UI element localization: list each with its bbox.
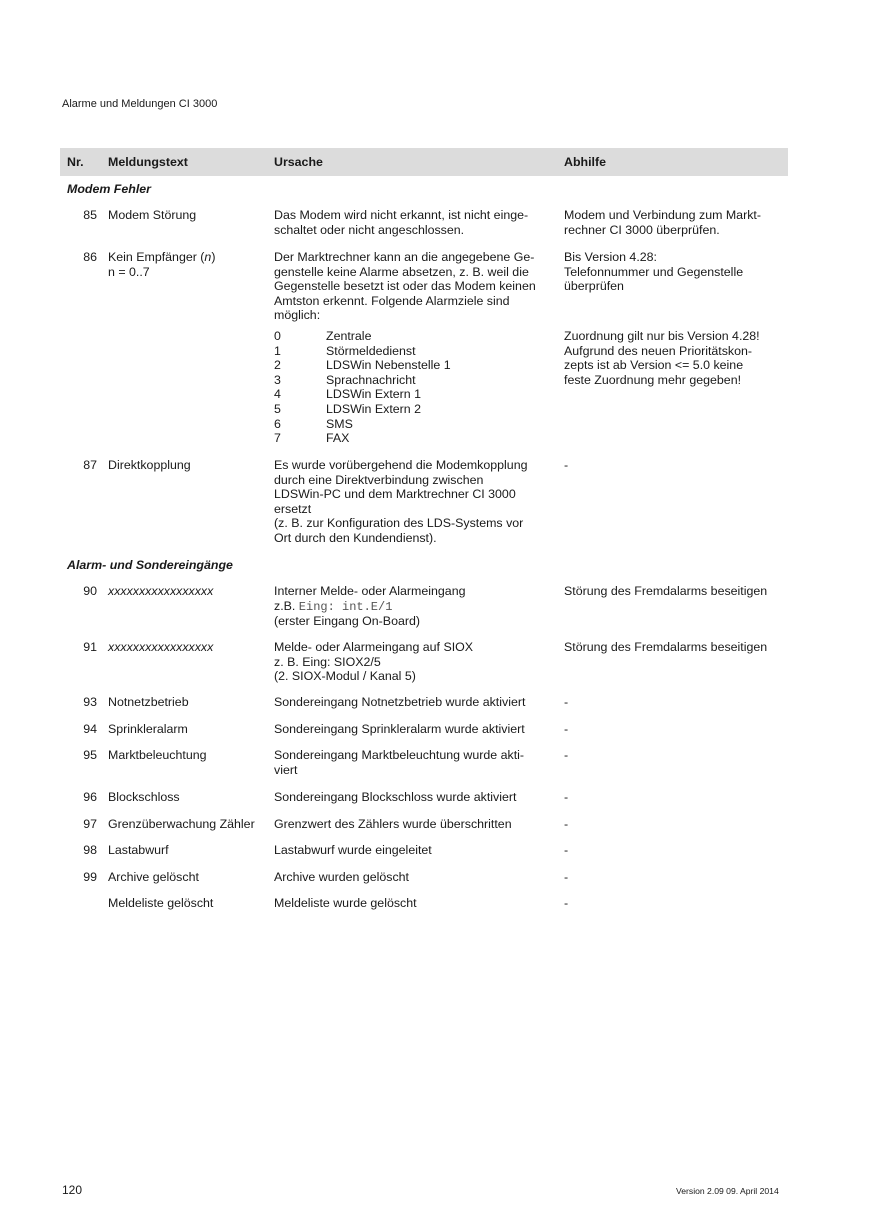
message-text: Lastabwurf <box>108 843 169 857</box>
cause-line: schaltet oder nicht angeschlossen. <box>274 222 465 237</box>
message-text: Sprinkleralarm <box>108 722 188 736</box>
remedy-text: - <box>564 695 569 709</box>
cause-line: z. B. Eing: SIOX2/5 <box>274 654 381 669</box>
remedy-line: Aufgrund des neuen Prioritätskon- <box>564 343 753 358</box>
remedy-text: - <box>564 896 569 910</box>
cause-text <box>274 458 556 546</box>
target-label: SMS <box>326 416 353 431</box>
remedy-text: - <box>564 843 569 857</box>
remedy-note <box>564 329 790 387</box>
cause-text: Meldeliste wurde gelöscht <box>274 896 417 910</box>
message-main: Kein Empfänger ( <box>108 250 205 264</box>
message-text: xxxxxxxxxxxxxxxxx <box>108 640 214 654</box>
cause-line: ersetzt <box>274 501 312 516</box>
remedy-text <box>564 208 786 237</box>
table-header <box>60 148 788 176</box>
remedy-text: - <box>564 722 569 736</box>
row-number: 95 <box>83 748 97 762</box>
cause-text <box>274 250 556 323</box>
running-header: Alarme und Meldungen CI 3000 <box>62 98 218 110</box>
col-nr-header: Nr. <box>67 155 84 169</box>
cause-text <box>274 640 556 684</box>
remedy-line: rechner CI 3000 überprüfen. <box>564 222 720 237</box>
remedy-text: - <box>564 748 569 762</box>
row-number: 94 <box>83 722 97 736</box>
target-label: FAX <box>326 431 350 446</box>
remedy-line: überprüfen <box>564 279 624 294</box>
cause-text <box>274 748 556 777</box>
remedy-text: - <box>564 458 569 472</box>
row-number: 93 <box>83 695 97 709</box>
remedy-text: - <box>564 790 569 804</box>
target-number: 5 <box>274 402 281 416</box>
cause-line: durch eine Direktverbindung zwischen <box>274 472 484 487</box>
message-variable: n <box>204 250 212 264</box>
target-number: 0 <box>274 329 281 343</box>
remedy-line: Modem und Verbindung zum Markt- <box>564 208 761 222</box>
message-text: Notnetzbetrieb <box>108 695 189 709</box>
target-label: LDSWin Extern 2 <box>326 402 422 416</box>
cause-line: Interner Melde- oder Alarmeingang <box>274 584 466 598</box>
remedy-line: Zuordnung gilt nur bis Version 4.28! <box>564 329 760 343</box>
cause-line: Gegenstelle besetzt ist oder das Modem keinen <box>274 279 536 294</box>
target-number: 6 <box>274 416 281 431</box>
row-number: 90 <box>83 584 97 598</box>
message-text <box>108 250 270 279</box>
section-heading-alarm-inputs: Alarm- und Sondereingänge <box>67 558 233 572</box>
section-heading-modem: Modem Fehler <box>67 182 151 196</box>
message-text: xxxxxxxxxxxxxxxxx <box>108 584 214 598</box>
cause-line: Es wurde vorübergehend die Modemkopplung <box>274 458 528 472</box>
cause-line: (2. SIOX-Modul / Kanal 5) <box>274 669 416 684</box>
message-text: Blockschloss <box>108 790 180 804</box>
message-text: Meldeliste gelöscht <box>108 896 214 910</box>
target-label: Störmeldedienst <box>326 343 416 358</box>
target-label: Sprachnachricht <box>326 372 416 387</box>
cause-example-code: Eing: int.E/1 <box>298 599 393 614</box>
message-text: Modem Störung <box>108 208 197 222</box>
remedy-line: Bis Version 4.28: <box>564 250 657 264</box>
cause-line: Amtston erkennt. Folgende Alarmziele sind <box>274 293 510 308</box>
message-close: ) <box>211 250 216 264</box>
row-number: 97 <box>83 817 97 831</box>
cause-line: Sondereingang Marktbeleuchtung wurde akti- <box>274 748 525 762</box>
cause-text <box>274 208 556 237</box>
message-text: Marktbeleuchtung <box>108 748 207 762</box>
message-text: Grenzüberwachung Zähler <box>108 817 255 831</box>
target-number: 1 <box>274 343 281 358</box>
cause-line: Der Marktrechner kann an die angegebene Ge- <box>274 250 535 264</box>
message-range: n = 0..7 <box>108 264 150 279</box>
cause-line: möglich: <box>274 308 321 323</box>
remedy-line: zepts ist ab Version <= 5.0 keine <box>564 358 744 373</box>
cause-text: Archive wurden gelöscht <box>274 870 409 884</box>
target-number: 2 <box>274 358 281 373</box>
remedy-text: - <box>564 870 569 884</box>
row-number: 85 <box>83 208 97 222</box>
target-label: Zentrale <box>326 329 372 343</box>
page-number: 120 <box>62 1183 83 1197</box>
target-label: LDSWin Nebenstelle 1 <box>326 358 451 373</box>
cause-text: Grenzwert des Zählers wurde überschritten <box>274 817 512 831</box>
row-number: 91 <box>83 640 97 654</box>
target-label: LDSWin Extern 1 <box>326 387 422 402</box>
cause-line: genstelle keine Alarme absetzen, z. B. weil die <box>274 264 529 279</box>
version-date: Version 2.09 09. April 2014 <box>676 1186 779 1196</box>
cause-example-prefix: z.B. <box>274 598 299 613</box>
remedy-text: Störung des Fremdalarms beseitigen <box>564 584 768 598</box>
target-number: 4 <box>274 387 281 402</box>
row-number: 99 <box>83 870 97 884</box>
target-number: 7 <box>274 431 281 446</box>
row-number: 87 <box>83 458 97 472</box>
cause-line: LDSWin-PC und dem Marktrechner CI 3000 <box>274 487 516 502</box>
row-number: 98 <box>83 843 97 857</box>
cause-line <box>274 599 556 615</box>
col-cause-header: Ursache <box>274 155 323 169</box>
remedy-text <box>564 250 786 294</box>
cause-text: Sondereingang Sprinkleralarm wurde aktiviert <box>274 722 525 736</box>
cause-text: Sondereingang Notnetzbetrieb wurde aktiviert <box>274 695 526 709</box>
row-number: 96 <box>83 790 97 804</box>
remedy-line: Telefonnummer und Gegenstelle <box>564 264 744 279</box>
cause-line: Ort durch den Kundendienst). <box>274 530 437 545</box>
message-text: Direktkopplung <box>108 458 191 472</box>
target-number: 3 <box>274 372 281 387</box>
cause-text: Sondereingang Blockschloss wurde aktiviert <box>274 790 517 804</box>
cause-line: Melde- oder Alarmeingang auf SIOX <box>274 640 474 654</box>
cause-line: (z. B. zur Konfiguration des LDS-Systems vor <box>274 516 524 531</box>
cause-line: (erster Eingang On-Board) <box>274 614 421 629</box>
col-remedy-header: Abhilfe <box>564 155 606 169</box>
message-line <box>108 250 270 265</box>
cause-text <box>274 584 556 629</box>
message-text: Archive gelöscht <box>108 870 199 884</box>
remedy-text: Störung des Fremdalarms beseitigen <box>564 640 768 654</box>
row-number: 86 <box>83 250 97 264</box>
cause-line: Das Modem wird nicht erkannt, ist nicht einge- <box>274 208 529 222</box>
remedy-text: - <box>564 817 569 831</box>
cause-text: Lastabwurf wurde eingeleitet <box>274 843 432 857</box>
col-message-header: Meldungstext <box>108 155 188 169</box>
cause-line: viert <box>274 762 298 777</box>
remedy-line: feste Zuordnung mehr gegeben! <box>564 372 742 387</box>
